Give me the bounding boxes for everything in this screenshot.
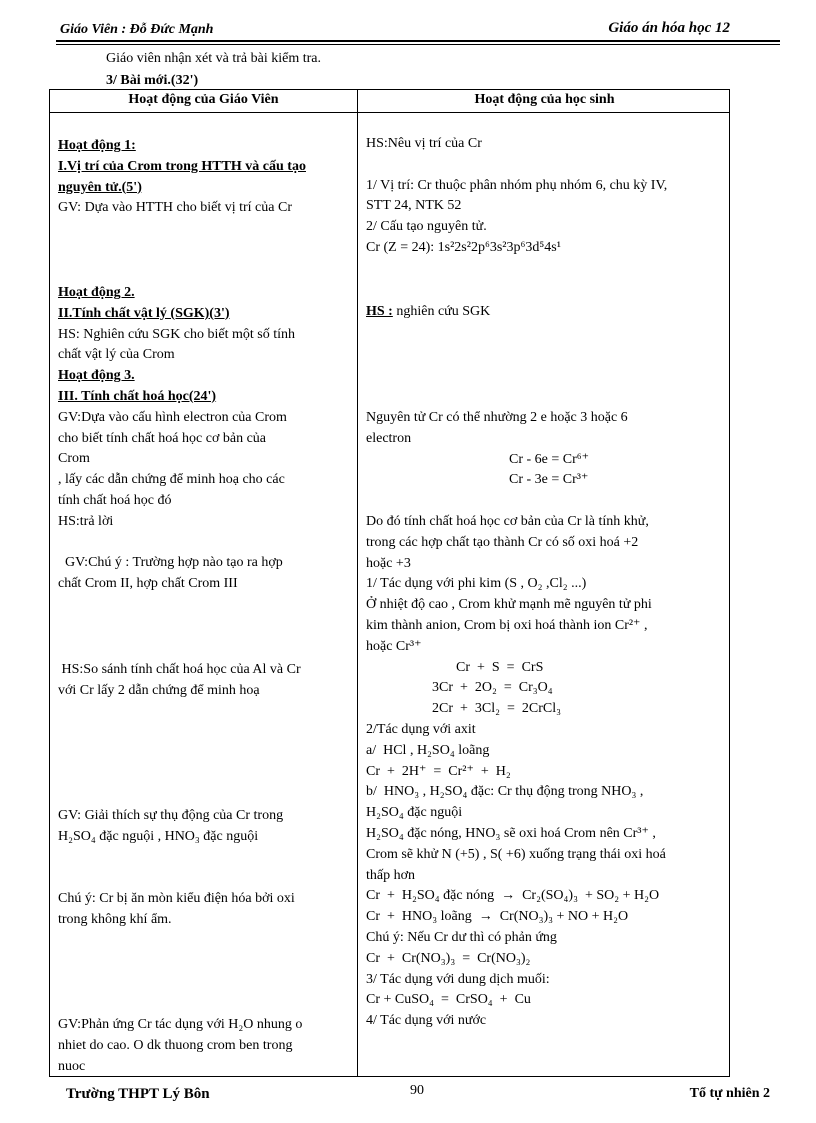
- teacher-column-part3: [58, 660, 301, 702]
- hot-acid-line-2: Crom sẽ khử N (+5) , S( +6) xuống trạng thái oxi hoá: [366, 846, 666, 862]
- hs-study-sgk: nghiên cứu SGK: [392, 304, 491, 319]
- teacher-column: [58, 136, 306, 219]
- reaction-h-plus: Cr + 2H⁺ = Cr²⁺ + H₂: [366, 763, 511, 779]
- oxidation-eq-2: Cr - 3e = Cr³⁺: [509, 472, 589, 488]
- school-name: Trường THPT Lý Bôn: [66, 1086, 210, 1102]
- activity-1-title: Hoạt động 1:: [58, 138, 136, 153]
- section-3-heading: III. Tính chất hoá học(24'): [58, 388, 217, 404]
- header-student-activity: Hoạt động của học sinh: [474, 92, 615, 107]
- position-line-2: STT 24, NTK 52: [366, 198, 462, 214]
- corrosion-note-line-2: trong không khí ẩm.: [58, 911, 172, 927]
- acid-b: b/ HNO₃ , H₂SO₄ đặc: Cr thụ động trong NHO₃ ,: [366, 784, 644, 800]
- header-rule: [56, 40, 780, 42]
- reaction-cuso4: Cr + CuSO₄ = CrSO₄ + Cu: [366, 992, 531, 1008]
- hs-compare-line-1: HS:So sánh tính chất hoá học của Al và Cr: [58, 662, 301, 677]
- page-number: 90: [410, 1083, 424, 1098]
- gv-water-line-3: nuoc: [58, 1058, 86, 1074]
- nonmetal-line-2: kim thành anion, Crom bị oxi hoá thành ion Cr²⁺ ,: [366, 617, 648, 633]
- electron-donation-line-1: Nguyên tử Cr có thể nhường 2 e hoặc 3 hoặc 6: [366, 410, 628, 425]
- teacher-column-part2: [58, 283, 295, 595]
- teacher-column-part6: [58, 1015, 302, 1077]
- gv-passivation-line-1: GV: Giải thích sự thụ động của Cr trong: [58, 808, 284, 823]
- reaction-h2so4: Cr + H₂SO₄ đặc nóng → Cr₂(SO₄)₃ + SO₂ + H₂O: [366, 888, 660, 904]
- intro: [106, 48, 321, 92]
- acid-b-cont: H₂SO₄ đặc nguội: [366, 805, 463, 821]
- column-divider: [357, 90, 358, 1076]
- nonmetal-line-3: hoặc Cr³⁺: [366, 638, 422, 654]
- gv-chemical-line-3: Crom: [58, 451, 90, 467]
- salt-title: 3/ Tác dụng với dung dịch muối:: [366, 971, 550, 987]
- corrosion-note-line-1: Chú ý: Cr bị ăn mòn kiểu điện hóa bởi oxi: [58, 891, 295, 906]
- teacher-column-part5: [58, 889, 295, 931]
- teacher-column-part4: [58, 806, 283, 848]
- gv-chemical-line-5: tính chất hoá học đó: [58, 492, 172, 508]
- student-column-part4: [366, 512, 666, 1032]
- nonmetal-title: 1/ Tác dụng với phi kim (S , O₂ ,Cl₂ ...): [366, 576, 587, 592]
- gv-passivation-line-2: H₂SO₄ đặc nguội , HNO₃ đặc nguội: [58, 828, 259, 844]
- hs-label: HS :: [366, 304, 393, 319]
- teacher-name: Giáo Viên : Đỗ Đức Mạnh: [60, 22, 214, 37]
- activity-3-title: Hoạt động 3.: [58, 368, 135, 384]
- department: Tổ tự nhiên 2: [689, 1086, 770, 1101]
- header-rule-thin: [56, 44, 780, 45]
- position-line-1: 1/ Vị trí: Cr thuộc phân nhóm phụ nhóm 6, chu kỳ IV,: [366, 177, 668, 193]
- student-column-part3: [366, 408, 726, 491]
- gv-water-line-1: GV:Phản ứng Cr tác dụng với H₂O nhung o: [58, 1017, 303, 1032]
- intro-line-2: 3/ Bài mới.(32'): [106, 73, 199, 88]
- property-line-3: hoặc +3: [366, 555, 411, 571]
- hs-physical-line-1: HS: Nghiên cứu SGK cho biết một số tính: [58, 326, 296, 342]
- section-1-heading: I.Vị trí của Crom trong HTTH và cấu tạo: [58, 158, 306, 174]
- excess-note: Chú ý: Nếu Cr dư thì có phản ứng: [366, 929, 557, 945]
- hs-position: HS:Nêu vị trí của Cr: [366, 136, 482, 151]
- reaction-excess-cr: Cr + Cr(NO₃)₃ = Cr(NO₃)₂: [366, 950, 531, 966]
- hot-acid-line-3: thấp hơn: [366, 867, 416, 883]
- activity-2-title: Hoạt động 2.: [58, 285, 135, 300]
- acid-title: 2/Tác dụng với axit: [366, 721, 476, 737]
- reaction-cr3o4: 3Cr + 2O₂ = Cr₃O₄: [432, 680, 553, 696]
- water-title: 4/ Tác dụng với nước: [366, 1013, 487, 1029]
- reaction-crs: Cr + S = CrS: [456, 659, 544, 675]
- gv-position-question: GV: Dựa vào HTTH cho biết vị trí của Cr: [58, 200, 292, 216]
- gv-note-line-2: chất Crom II, hợp chất Crom III: [58, 576, 238, 592]
- gv-water-line-2: nhiet do cao. O dk thuong crom ben trong: [58, 1037, 293, 1053]
- oxidation-eq-1: Cr - 6e = Cr⁶⁺: [509, 451, 590, 467]
- gv-chemical-line-1: GV:Dựa vào cấu hình electron của Crom: [58, 409, 287, 425]
- hs-physical-line-2: chất vật lý của Crom: [58, 347, 175, 363]
- header-divider: [50, 112, 729, 113]
- hot-acid-line-1: H₂SO₄ đặc nóng, HNO₃ sẽ oxi hoá Crom nên Cr³⁺ ,: [366, 825, 656, 841]
- nonmetal-line-1: Ở nhiệt độ cao , Crom khử mạnh mẽ nguyên tử phi: [366, 597, 652, 613]
- student-column-part2: [366, 302, 490, 323]
- structure-title: 2/ Cấu tạo nguyên tử.: [366, 219, 487, 235]
- property-line-2: trong các hợp chất tạo thành Cr có số oxi hoá +2: [366, 534, 639, 550]
- gv-chemical-line-4: , lấy các dẫn chứng để minh hoạ cho các: [58, 472, 285, 488]
- gv-chemical-line-2: cho biết tính chất hoá học cơ bản của: [58, 430, 266, 446]
- property-line-1: Do đó tính chất hoá học cơ bản của Cr là tính khử,: [366, 514, 649, 529]
- subject-title: Giáo án hóa học 12: [608, 20, 730, 36]
- electron-config: Cr (Z = 24): 1s²2s²2p⁶3s²3p⁶3d⁵4s¹: [366, 239, 561, 255]
- intro-line-1: Giáo viên nhận xét và trả bài kiểm tra.: [106, 51, 321, 66]
- reaction-crcl3: 2Cr + 3Cl₂ = 2CrCl₃: [432, 701, 562, 717]
- reaction-hno3: Cr + HNO₃ loãng → Cr(NO₃)₃ + NO + H₂O: [366, 909, 629, 925]
- section-1-heading-cont: nguyên tử.(5'): [58, 179, 142, 195]
- gv-note-line-1: GV:Chú ý : Trường hợp nào tạo ra hợp: [58, 555, 283, 571]
- header-teacher-activity: Hoạt động của Giáo Viên: [128, 92, 279, 107]
- section-2-heading: II.Tính chất vật lý (SGK)(3'): [58, 305, 230, 321]
- student-column-part1: [366, 134, 667, 259]
- hs-answer: HS:trả lời: [58, 513, 114, 529]
- acid-a: a/ HCl , H₂SO₄ loãng: [366, 742, 490, 758]
- electron-donation-line-2: electron: [366, 430, 412, 446]
- lesson-table: [49, 89, 730, 1077]
- hs-compare-line-2: với Cr lấy 2 dẫn chứng để minh hoạ: [58, 682, 260, 698]
